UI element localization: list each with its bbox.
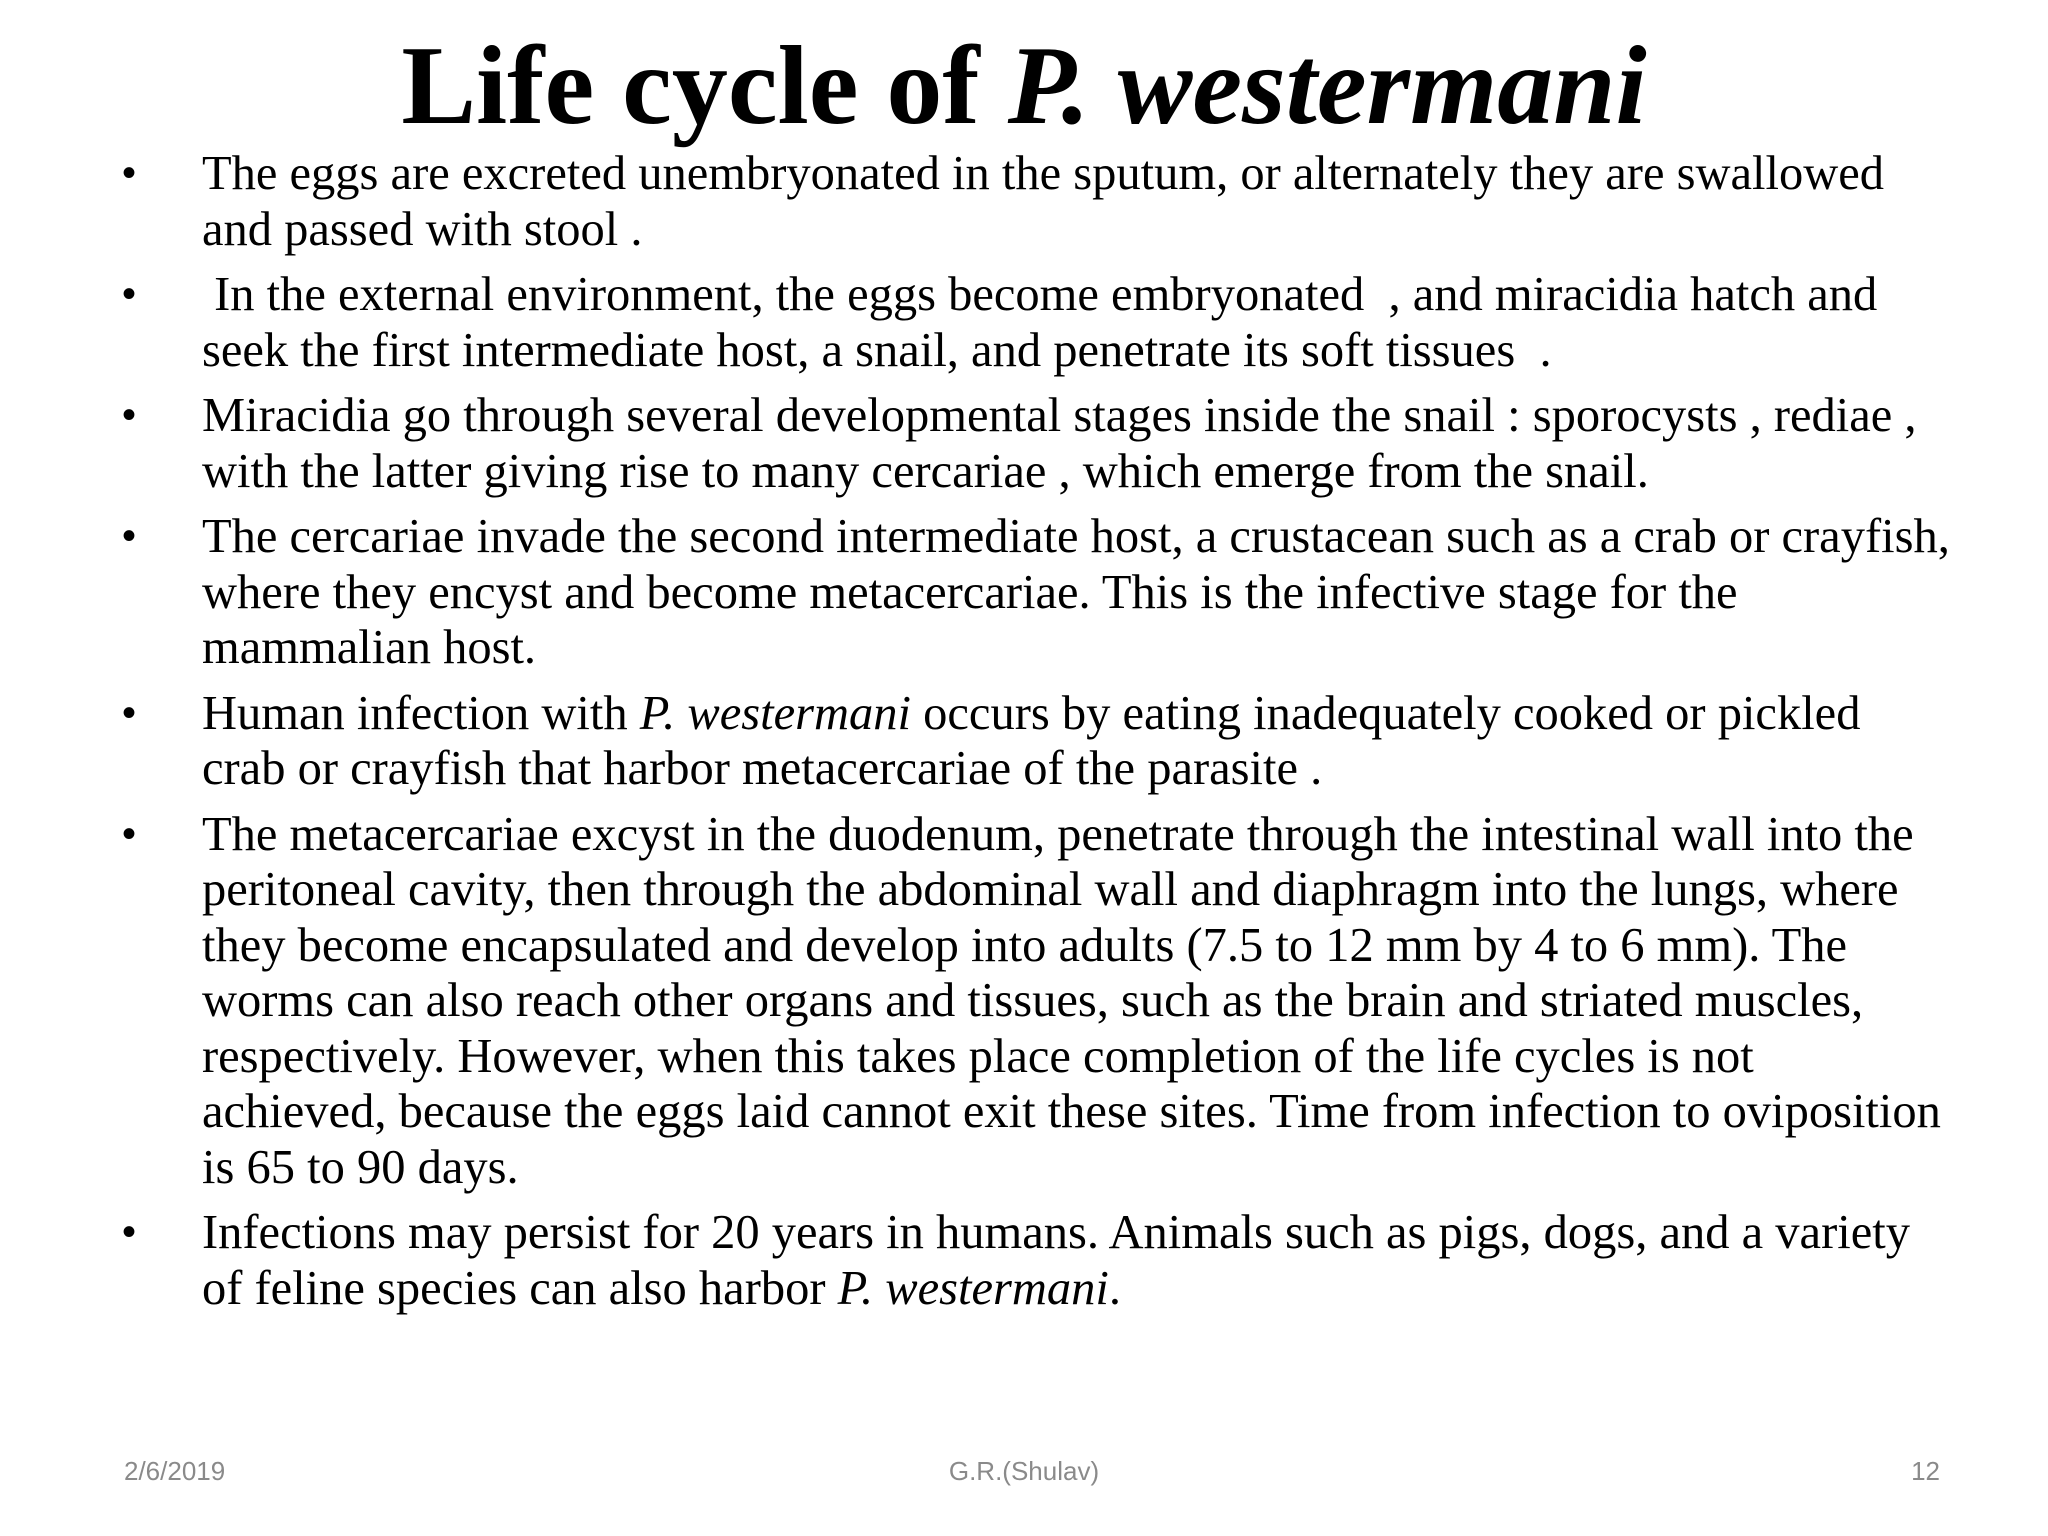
slide-title: [0, 22, 2048, 150]
footer-author: G.R.(Shulav): [948, 1456, 1100, 1486]
bullet-text: In the external environment, the eggs become embryonated , and miracidia hatch and seek the first intermediate host, a snail, and penetrate its soft tissues .: [202, 268, 1890, 377]
title-plain: Life cycle of: [401, 24, 1008, 148]
bullet-text: The eggs are excreted unembryonated in the sputum, or alternately they are swallowed and passed with stool .: [202, 147, 1885, 256]
bullet-dot: •: [122, 1210, 137, 1254]
bullet-text: The metacercariae excyst in the duodenum, penetrate through the intestinal wall into the peritoneal cavity, then through the abdominal wall and diaphragm into the lungs, where they become encapsulated and develop into adults (7.5 to 12 mm by 4 to 6 mm). The worms can also reach other organs and tissues, such as the brain and striated muscles, respectively. However, when this takes place completion of the life cycles is not achieved, because the eggs laid cannot exit these sites. Time from infection to oviposition is 65 to 90 days.: [202, 807, 1941, 1194]
footer-page-number: 12: [1911, 1456, 1940, 1486]
bullet-item: [120, 388, 1950, 499]
bullet-dot: •: [122, 393, 137, 437]
bullet-item: [120, 267, 1950, 378]
bullet-item: [120, 509, 1950, 676]
bullet-text-post: occurs by eating inadequately cooked or pickled crab or crayfish that harbor metacercariae of the parasite .: [202, 686, 1861, 795]
footer-date: 2/6/2019: [124, 1456, 226, 1486]
title-italic: P. westermani: [1007, 24, 1647, 148]
bullet-item: [120, 686, 1950, 797]
bullet-text: The cercariae invade the second intermediate host, a crustacean such as a crab or crayfish, where they encyst and become metacercariae. This is the infective stage for the mammalian host.: [202, 510, 1950, 674]
bullet-text-pre: Human infection with: [202, 686, 640, 740]
bullet-item: [120, 807, 1950, 1196]
bullet-text-post: .: [1108, 1261, 1121, 1315]
bullet-item: [120, 146, 1950, 257]
bullet-dot: •: [122, 272, 137, 316]
bullet-dot: •: [122, 514, 137, 558]
bullet-text-italic: P. westermani: [639, 686, 912, 740]
bullet-text-italic: P. westermani: [837, 1261, 1109, 1315]
bullet-text: Miracidia go through several developmental stages inside the snail : sporocysts , rediae , with the latter giving rise to many cercariae , which emerge from the snail.: [202, 389, 1917, 498]
bullet-text-pre: Infections may persist for 20 years in humans. Animals such as pigs, dogs, and a variety of feline species can also harbor: [202, 1206, 1910, 1315]
bullet-dot: •: [122, 811, 137, 856]
bullet-item: [120, 1205, 1950, 1316]
bullet-list: [120, 146, 1950, 1326]
bullet-dot: •: [122, 690, 137, 735]
bullet-dot: •: [122, 151, 137, 195]
